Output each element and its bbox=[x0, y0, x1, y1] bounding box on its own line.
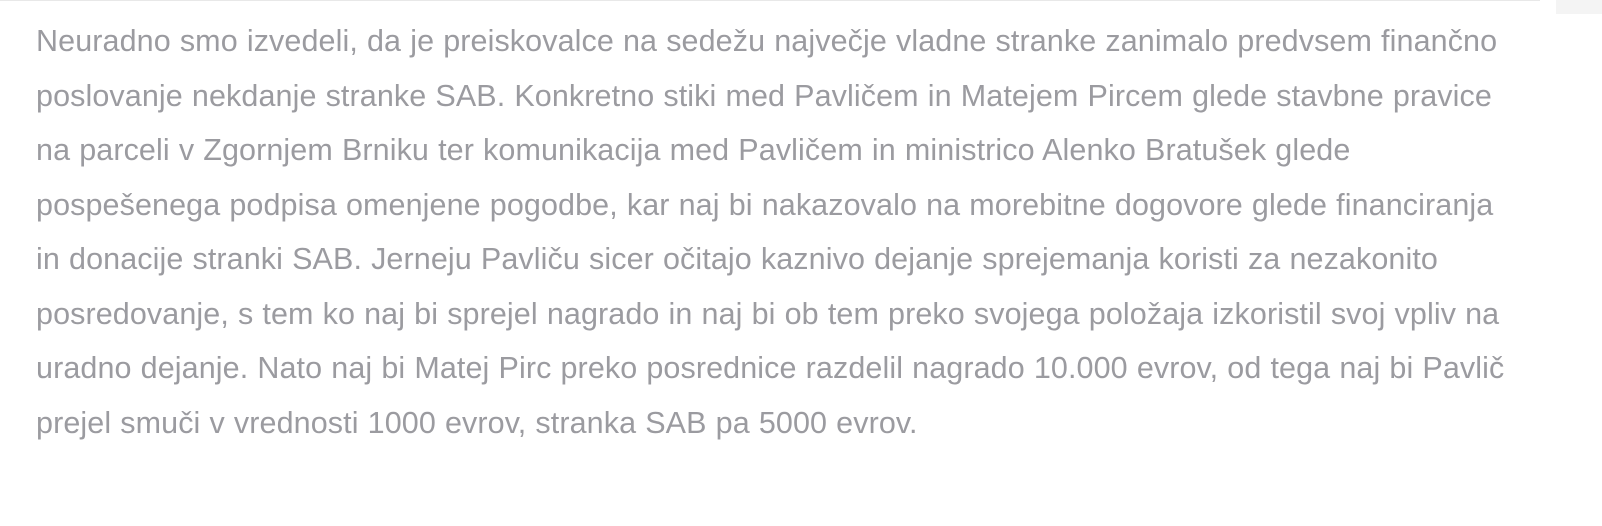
article-paragraph: Neuradno smo izvedeli, da je preiskovalce na sedežu največje vladne stranke zanimalo predvsem finančno poslovanje nekdanje stranke SAB. Konkretno stiki med Pavličem in Matejem Pircem glede stavbne pravice na parceli v Zgornjem Brniku ter komunikacija med Pavličem in ministrico Alenko Bratušek glede pospešenega podpisa omenjene pogodbe, kar naj bi nakazovalo na morebitne dogovore glede financiranja in donacije stranki SAB. Jerneju Pavliču sicer očitajo kaznivo dejanje sprejemanja koristi za nezakonito posredovanje, s tem ko naj bi sprejel nagrado in naj bi ob tem preko svojega položaja izkoristil svoj vpliv na uradno dejanje. Nato naj bi Matej Pirc preko posrednice razdelil nagrado 10.000 evrov, od tega naj bi Pavlič prejel smuči v vrednosti 1000 evrov, stranka SAB pa 5000 evrov. bbox=[36, 24, 1505, 440]
top-right-corner-block bbox=[1556, 0, 1602, 14]
article-body bbox=[36, 14, 1506, 450]
top-divider bbox=[0, 0, 1540, 1]
